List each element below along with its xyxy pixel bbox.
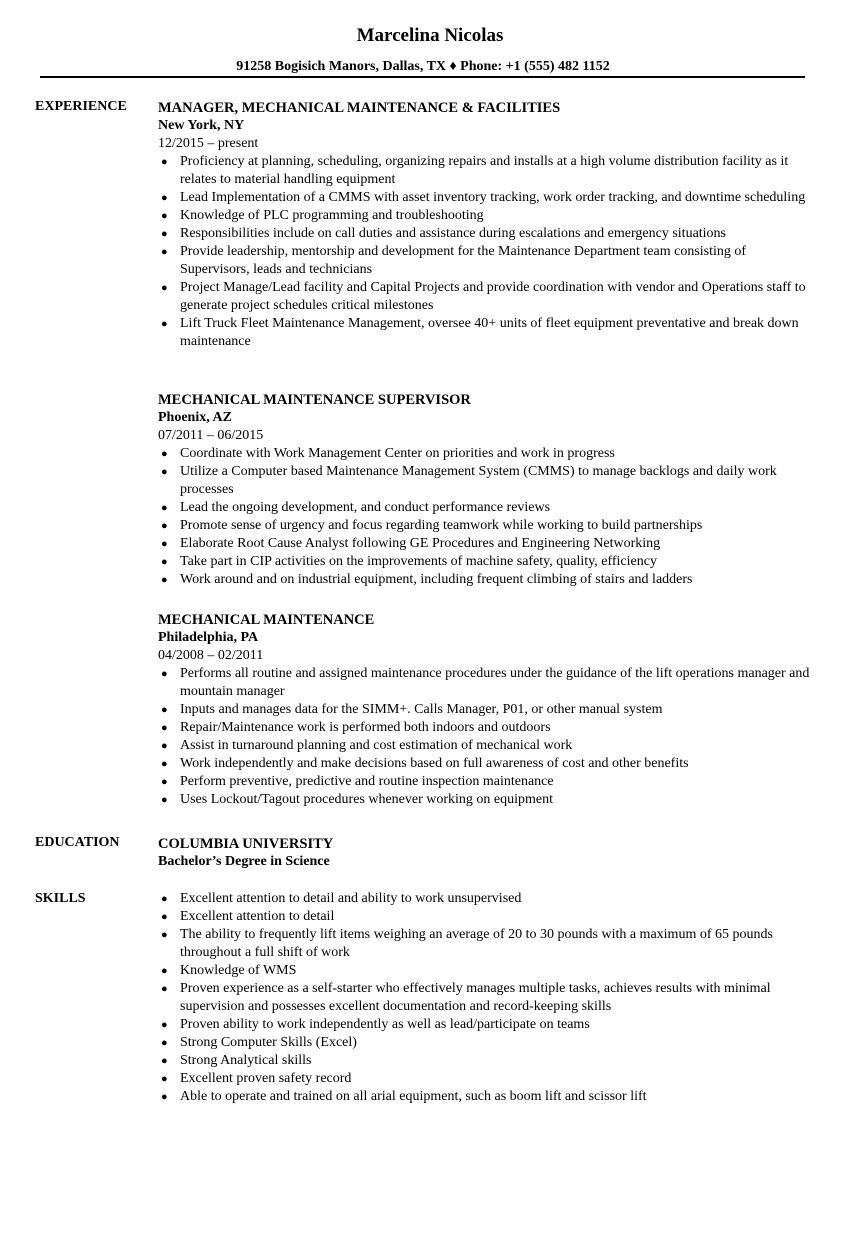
candidate-name: Marcelina Nicolas [356, 25, 504, 46]
bullet-text: Elaborate Root Cause Analyst following GE Procedures and Engineering Networking [180, 536, 661, 551]
bullet-item [158, 1052, 818, 1070]
bullet-dot-icon: ● [161, 502, 168, 514]
job-location: Phoenix, AZ [158, 410, 232, 425]
skills-entry [158, 890, 818, 1106]
bullet-item [158, 1088, 818, 1106]
bullet-dot-icon: ● [161, 668, 168, 680]
bullet-item [158, 243, 818, 279]
bullet-dot-icon: ● [161, 448, 168, 460]
bullet-dot-icon: ● [161, 228, 168, 240]
bullet-dot-icon: ● [161, 466, 168, 478]
bullet-item [158, 665, 818, 701]
bullet-dot-icon: ● [161, 192, 168, 204]
bullet-item [158, 189, 818, 207]
job-bullets [158, 445, 818, 589]
bullet-text: Work independently and make decisions based on full awareness of cost and other benefits [180, 756, 689, 771]
bullet-text: Strong Analytical skills [180, 1053, 312, 1068]
bullet-text: Excellent proven safety record [180, 1071, 352, 1086]
bullet-text: Knowledge of WMS [180, 963, 297, 978]
bullet-dot-icon: ● [161, 556, 168, 568]
bullet-text: Provide leadership, mentorship and development for the Maintenance Department team consisting of Supervisors, leads and technicians [180, 244, 747, 277]
bullet-item [158, 1070, 818, 1088]
bullet-text: Coordinate with Work Management Center on priorities and work in progress [180, 446, 615, 461]
bullet-text: Utilize a Computer based Maintenance Management System (CMMS) to manage backlogs and daily work processes [180, 464, 777, 497]
bullet-item [158, 553, 818, 571]
job-location: New York, NY [158, 118, 245, 133]
job-location: Philadelphia, PA [158, 630, 259, 645]
bullet-item [158, 207, 818, 225]
bullet-dot-icon: ● [161, 965, 168, 977]
bullet-dot-icon: ● [161, 929, 168, 941]
bullet-text: Perform preventive, predictive and routine inspection maintenance [180, 774, 554, 789]
bullet-text: Uses Lockout/Tagout procedures whenever working on equipment [180, 792, 554, 807]
bullet-item [158, 1034, 818, 1052]
bullet-dot-icon: ● [161, 538, 168, 550]
bullet-item [158, 755, 818, 773]
bullet-item [158, 890, 818, 908]
bullet-item [158, 463, 818, 499]
bullet-dot-icon: ● [161, 722, 168, 734]
bullet-dot-icon: ● [161, 1019, 168, 1031]
bullet-text: Proficiency at planning, scheduling, organizing repairs and installs at a high volume distribution facility as it relates to material handling equipment [180, 154, 789, 187]
bullet-dot-icon: ● [161, 318, 168, 330]
bullet-dot-icon: ● [161, 740, 168, 752]
bullet-item [158, 773, 818, 791]
bullet-dot-icon: ● [161, 1073, 168, 1085]
bullet-item [158, 719, 818, 737]
bullet-item [158, 517, 818, 535]
bullet-item [158, 571, 818, 589]
bullet-text: Knowledge of PLC programming and troubleshooting [180, 208, 484, 223]
job-dates: 12/2015 – present [158, 136, 259, 151]
skills-list [158, 890, 818, 1106]
bullet-dot-icon: ● [161, 156, 168, 168]
bullet-item [158, 926, 818, 962]
section-label-experience: EXPERIENCE [35, 99, 127, 114]
bullet-text: Inputs and manages data for the SIMM+. Calls Manager, P01, or other manual system [180, 702, 663, 717]
bullet-dot-icon: ● [161, 776, 168, 788]
bullet-item [158, 315, 818, 351]
header-divider [40, 76, 805, 78]
bullet-text: Project Manage/Lead facility and Capital Projects and provide coordination with vendor and Operations staff to generate project schedules critical milestones [180, 280, 806, 313]
degree: Bachelor’s Degree in Science [158, 854, 330, 869]
job-title: MECHANICAL MAINTENANCE SUPERVISOR [158, 392, 471, 408]
bullet-text: Work around and on industrial equipment, including frequent climbing of stairs and ladders [180, 572, 693, 587]
bullet-item [158, 962, 818, 980]
bullet-text: Excellent attention to detail [180, 909, 335, 924]
job-entry [158, 99, 818, 351]
bullet-text: Lift Truck Fleet Maintenance Management, oversee 40+ units of fleet equipment preventative and break down maintenance [180, 316, 799, 349]
bullet-dot-icon: ● [161, 246, 168, 258]
bullet-text: Lead Implementation of a CMMS with asset inventory tracking, work order tracking, and downtime scheduling [180, 190, 806, 205]
bullet-item [158, 279, 818, 315]
job-dates: 04/2008 – 02/2011 [158, 648, 264, 663]
bullet-dot-icon: ● [161, 520, 168, 532]
bullet-text: Proven ability to work independently as well as lead/participate on teams [180, 1017, 590, 1032]
bullet-text: Performs all routine and assigned maintenance procedures under the guidance of the lift operations manager and mountain manager [180, 666, 810, 699]
bullet-text: Strong Computer Skills (Excel) [180, 1035, 357, 1050]
bullet-item [158, 535, 818, 553]
bullet-item [158, 499, 818, 517]
bullet-dot-icon: ● [161, 983, 168, 995]
bullet-dot-icon: ● [161, 758, 168, 770]
job-title: MECHANICAL MAINTENANCE [158, 612, 375, 628]
bullet-text: Excellent attention to detail and ability to work unsupervised [180, 891, 522, 906]
bullet-item [158, 980, 818, 1016]
bullet-item [158, 445, 818, 463]
section-label-skills: SKILLS [35, 891, 86, 906]
bullet-dot-icon: ● [161, 893, 168, 905]
bullet-text: Proven experience as a self-starter who effectively manages multiple tasks, achieves results with minimal supervision and possesses excellent documentation and record-keeping skills [180, 981, 771, 1014]
bullet-item [158, 791, 818, 809]
bullet-dot-icon: ● [161, 1037, 168, 1049]
bullet-dot-icon: ● [161, 911, 168, 923]
bullet-dot-icon: ● [161, 574, 168, 586]
bullet-text: Lead the ongoing development, and conduct performance reviews [180, 500, 551, 515]
section-label-education: EDUCATION [35, 835, 120, 850]
bullet-text: The ability to frequently lift items weighing an average of 20 to 30 pounds with a maximum of 65 pounds throughout a full shift of work [180, 927, 773, 960]
bullet-item [158, 1016, 818, 1034]
bullet-item [158, 153, 818, 189]
bullet-text: Responsibilities include on call duties and assistance during escalations and emergency situations [180, 226, 727, 241]
job-bullets [158, 665, 818, 809]
bullet-dot-icon: ● [161, 210, 168, 222]
education-entry [158, 835, 818, 871]
bullet-dot-icon: ● [161, 1091, 168, 1103]
bullet-item [158, 908, 818, 926]
bullet-item [158, 737, 818, 755]
job-entry [158, 611, 818, 809]
job-bullets [158, 153, 818, 351]
bullet-item [158, 701, 818, 719]
bullet-dot-icon: ● [161, 704, 168, 716]
school-name: COLUMBIA UNIVERSITY [158, 836, 334, 852]
bullet-text: Repair/Maintenance work is performed both indoors and outdoors [180, 720, 551, 735]
bullet-text: Able to operate and trained on all arial equipment, such as boom lift and scissor lift [180, 1089, 647, 1104]
contact-line: 91258 Bogisich Manors, Dallas, TX ♦ Phone: +1 (555) 482 1152 [236, 59, 610, 74]
bullet-dot-icon: ● [161, 794, 168, 806]
bullet-dot-icon: ● [161, 1055, 168, 1067]
job-entry [158, 391, 818, 589]
bullet-item [158, 225, 818, 243]
job-dates: 07/2011 – 06/2015 [158, 428, 264, 443]
bullet-text: Promote sense of urgency and focus regarding teamwork while working to build partnerships [180, 518, 703, 533]
bullet-text: Take part in CIP activities on the improvements of machine safety, quality, efficiency [180, 554, 657, 569]
bullet-text: Assist in turnaround planning and cost estimation of mechanical work [180, 738, 573, 753]
job-title: MANAGER, MECHANICAL MAINTENANCE & FACILITIES [158, 100, 561, 116]
bullet-dot-icon: ● [161, 282, 168, 294]
